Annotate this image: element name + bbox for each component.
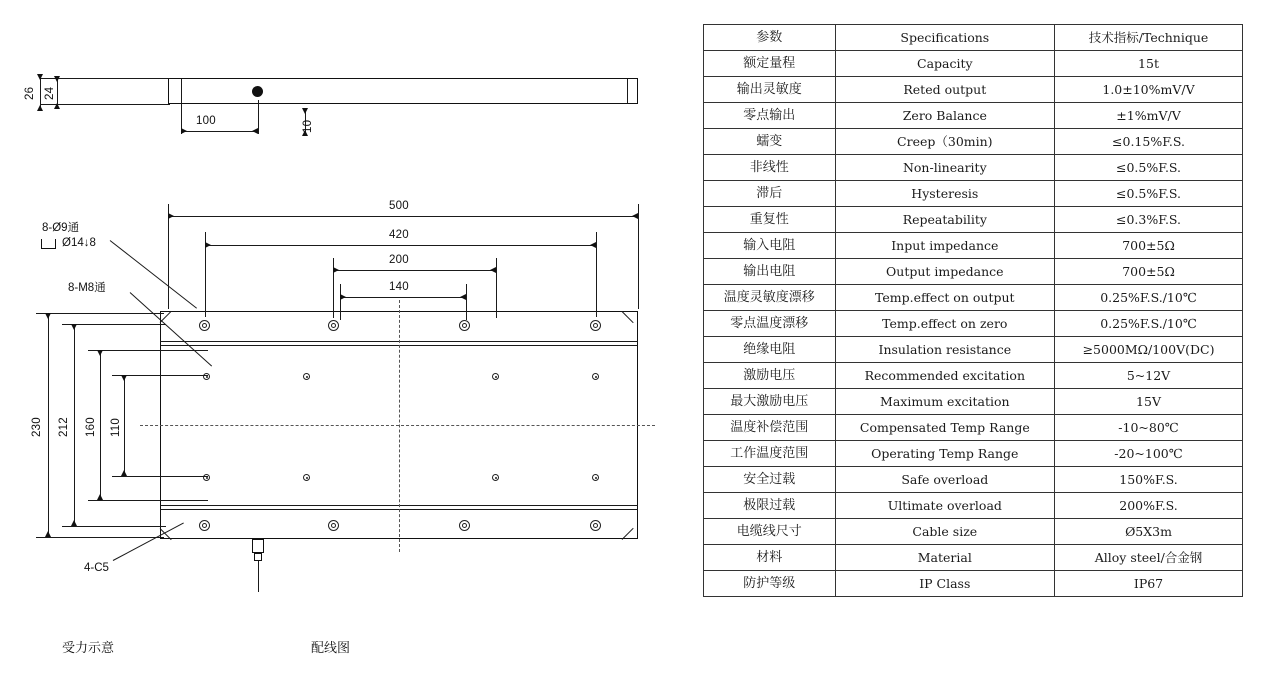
param-value: ≥5000MΩ/100V(DC) (1055, 337, 1243, 363)
note-thread-label: 8-M8通 (68, 282, 106, 294)
side-view-end-line-left (181, 79, 182, 103)
note-counterbore-label: Ø14↓8 (62, 237, 96, 249)
dim-200-arrow-left (333, 267, 339, 273)
dim-230-ext-top (36, 313, 164, 314)
side-dim-100-label: 100 (196, 115, 216, 127)
param-spec: Compensated Temp Range (835, 415, 1054, 441)
param-spec: Insulation resistance (835, 337, 1054, 363)
side-view-body (168, 78, 638, 104)
param-value: 700±5Ω (1055, 259, 1243, 285)
table-header-row (704, 25, 1243, 51)
table-row (704, 181, 1243, 207)
table-row (704, 415, 1243, 441)
param-value: 700±5Ω (1055, 233, 1243, 259)
dim-140-label: 140 (389, 281, 409, 293)
param-value: 0.25%F.S./10℃ (1055, 311, 1243, 337)
param-value: ±1%mV/V (1055, 103, 1243, 129)
threaded-hole (492, 373, 499, 380)
mounting-hole (199, 520, 210, 531)
dim-160-arrow-bottom (97, 494, 103, 500)
param-name: 工作温度范围 (704, 441, 836, 467)
param-value: ≤0.15%F.S. (1055, 129, 1243, 155)
param-spec: IP Class (835, 571, 1054, 597)
param-name: 输入电阻 (704, 233, 836, 259)
param-spec: Ultimate overload (835, 493, 1054, 519)
dim-160-line (100, 350, 101, 500)
param-name: 材料 (704, 545, 836, 571)
dim-110-line (124, 375, 125, 476)
param-value: -10~80℃ (1055, 415, 1243, 441)
side-dim-24-label: 24 (44, 86, 56, 100)
dim-500-ext-left (168, 204, 169, 309)
counterbore-symbol-box (41, 239, 56, 249)
side-dim-24-arrow-bottom (54, 103, 60, 109)
dim-160-label: 160 (85, 417, 97, 437)
dim-160-ext-top (88, 350, 208, 351)
table-row (704, 493, 1243, 519)
param-spec: Maximum excitation (835, 389, 1054, 415)
param-value: Ø5X3m (1055, 519, 1243, 545)
side-dim-26-arrow-top (37, 74, 43, 80)
dim-420-ext-right (596, 232, 597, 317)
table-row (704, 51, 1243, 77)
threaded-hole (492, 474, 499, 481)
cable-gland (252, 539, 264, 553)
param-name: 防护等级 (704, 571, 836, 597)
dim-110-arrow-top (121, 375, 127, 381)
param-name: 激励电压 (704, 363, 836, 389)
table-header-cell: 参数 (704, 25, 836, 51)
param-name: 额定量程 (704, 51, 836, 77)
cable-wire (258, 561, 259, 592)
dim-140-line (340, 297, 466, 298)
side-dim-100-arrow-right (252, 128, 258, 134)
dim-212-arrow-bottom (71, 520, 77, 526)
param-value: 1.0±10%mV/V (1055, 77, 1243, 103)
dim-500-arrow-left (168, 213, 174, 219)
side-dim-10-arrow-top (302, 108, 308, 114)
param-value: 15V (1055, 389, 1243, 415)
table-row (704, 571, 1243, 597)
side-dim-100-arrow-left (181, 128, 187, 134)
param-spec: Cable size (835, 519, 1054, 545)
param-spec: Operating Temp Range (835, 441, 1054, 467)
param-name: 安全过载 (704, 467, 836, 493)
dim-140-arrow-right (460, 294, 466, 300)
threaded-hole (303, 474, 310, 481)
threaded-hole (592, 373, 599, 380)
param-spec: Repeatability (835, 207, 1054, 233)
dim-212-ext-top (62, 324, 166, 325)
table-row (704, 285, 1243, 311)
side-dim-10-label: 10 (302, 119, 314, 133)
side-view-end-line-right (627, 79, 628, 103)
param-name: 电缆线尺寸 (704, 519, 836, 545)
table-row (704, 129, 1243, 155)
dim-420-arrow-right (590, 242, 596, 248)
table-row (704, 441, 1243, 467)
param-spec: Reted output (835, 77, 1054, 103)
param-name: 温度补偿范围 (704, 415, 836, 441)
dim-420-line (205, 245, 596, 246)
param-spec: Hysteresis (835, 181, 1054, 207)
mounting-hole (590, 520, 601, 531)
side-dim-26-arrow-bottom (37, 105, 43, 111)
threaded-hole (303, 373, 310, 380)
mounting-hole (459, 520, 470, 531)
dim-110-label: 110 (110, 418, 122, 437)
table-row (704, 311, 1243, 337)
param-name: 滞后 (704, 181, 836, 207)
dim-500-ext-right (638, 204, 639, 309)
dim-160-ext-bottom (88, 500, 208, 501)
table-row (704, 207, 1243, 233)
caption-force-diagram: 受力示意 (62, 640, 115, 655)
param-name: 蠕变 (704, 129, 836, 155)
dim-200-line (333, 270, 496, 271)
dim-140-arrow-left (340, 294, 346, 300)
dim-200-ext-right (496, 258, 497, 318)
param-value: 0.25%F.S./10℃ (1055, 285, 1243, 311)
param-spec: Temp.effect on zero (835, 311, 1054, 337)
param-spec: Recommended excitation (835, 363, 1054, 389)
param-name: 零点温度漂移 (704, 311, 836, 337)
param-spec: Temp.effect on output (835, 285, 1054, 311)
dim-230-arrow-bottom (45, 531, 51, 537)
table-row (704, 259, 1243, 285)
note-chamfer-leader (113, 523, 184, 561)
param-name: 重复性 (704, 207, 836, 233)
dim-212-line (74, 324, 75, 526)
table-header-cell: Specifications (835, 25, 1054, 51)
param-name: 零点输出 (704, 103, 836, 129)
param-value: 15t (1055, 51, 1243, 77)
mounting-hole (459, 320, 470, 331)
table-row (704, 519, 1243, 545)
dim-140-ext-right (466, 284, 467, 320)
dim-140-ext-left (340, 284, 341, 320)
param-spec: Input impedance (835, 233, 1054, 259)
dim-212-arrow-top (71, 324, 77, 330)
dim-212-ext-bottom (62, 526, 166, 527)
dim-230-arrow-top (45, 313, 51, 319)
param-name: 输出电阻 (704, 259, 836, 285)
plan-centerline-horizontal (140, 425, 655, 426)
param-value: IP67 (1055, 571, 1243, 597)
side-view-load-point (252, 86, 263, 97)
dim-212-label: 212 (58, 417, 70, 437)
side-dim-100-ext-right (258, 100, 259, 134)
table-row (704, 233, 1243, 259)
side-dim-100-line (181, 131, 258, 132)
param-value: ≤0.5%F.S. (1055, 155, 1243, 181)
note-chamfer-label: 4-C5 (84, 562, 109, 574)
dim-500-arrow-right (632, 213, 638, 219)
param-spec: Capacity (835, 51, 1054, 77)
dim-160-arrow-top (97, 350, 103, 356)
dim-200-label: 200 (389, 254, 409, 266)
table-row (704, 545, 1243, 571)
note-through-hole-leader (110, 240, 197, 309)
mounting-hole (328, 320, 339, 331)
param-spec: Safe overload (835, 467, 1054, 493)
param-value: 200%F.S. (1055, 493, 1243, 519)
dim-200-arrow-right (490, 267, 496, 273)
specification-table (703, 24, 1243, 597)
table-header-cell: 技术指标/Technique (1055, 25, 1243, 51)
dim-110-ext-bottom (112, 476, 208, 477)
param-value: Alloy steel/合金钢 (1055, 545, 1243, 571)
param-name: 极限过载 (704, 493, 836, 519)
table-row (704, 103, 1243, 129)
param-spec: Material (835, 545, 1054, 571)
dim-230-label: 230 (31, 417, 43, 437)
table-row (704, 155, 1243, 181)
mounting-hole (590, 320, 601, 331)
dim-110-arrow-bottom (121, 470, 127, 476)
dim-420-arrow-left (205, 242, 211, 248)
table-row (704, 77, 1243, 103)
param-name: 输出灵敏度 (704, 77, 836, 103)
param-spec: Creep（30min) (835, 129, 1054, 155)
side-dim-24-arrow-top (54, 76, 60, 82)
param-value: ≤0.3%F.S. (1055, 207, 1243, 233)
param-name: 温度灵敏度漂移 (704, 285, 836, 311)
table-row (704, 467, 1243, 493)
dim-230-ext-bottom (36, 537, 164, 538)
param-value: ≤0.5%F.S. (1055, 181, 1243, 207)
mounting-hole (328, 520, 339, 531)
threaded-hole (592, 474, 599, 481)
note-through-hole-label: 8-Ø9通 (42, 222, 80, 234)
specification-table-body (704, 25, 1243, 597)
table-row (704, 363, 1243, 389)
dim-420-label: 420 (389, 229, 409, 241)
dim-230-line (48, 313, 49, 537)
dim-500-label: 500 (389, 200, 409, 212)
table-row (704, 389, 1243, 415)
param-value: 150%F.S. (1055, 467, 1243, 493)
mounting-hole (199, 320, 210, 331)
param-spec: Zero Balance (835, 103, 1054, 129)
param-spec: Non-linearity (835, 155, 1054, 181)
param-name: 非线性 (704, 155, 836, 181)
param-value: -20~100℃ (1055, 441, 1243, 467)
side-dim-26-label: 26 (24, 86, 36, 100)
param-name: 绝缘电阻 (704, 337, 836, 363)
param-value: 5~12V (1055, 363, 1243, 389)
dim-500-line (168, 216, 638, 217)
caption-wiring-diagram: 配线图 (311, 640, 351, 655)
cable-sleeve (254, 553, 262, 561)
param-name: 最大激励电压 (704, 389, 836, 415)
param-spec: Output impedance (835, 259, 1054, 285)
table-row (704, 337, 1243, 363)
plan-centerline-vertical (399, 300, 400, 552)
